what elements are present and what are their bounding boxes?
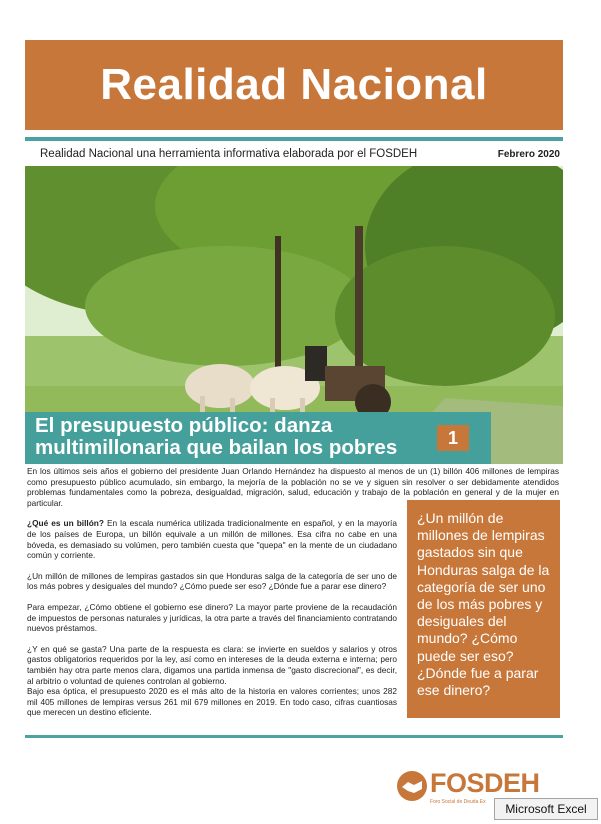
footer-divider — [25, 735, 563, 738]
issue-number-badge: 1 — [437, 425, 469, 451]
paragraph-revenue: Para empezar, ¿Cómo obtiene el gobierno ese dinero? La mayor parte proviene de la recaudación de impuestos de personas naturales y jurídicas, la otra parte a través del financiamiento contratando nuevos préstamos. — [27, 601, 397, 634]
paragraph-spending: ¿Y en qué se gasta? Una parte de la respuesta es clara: se invierte en sueldos y salarios y otros gastos obligatorios requeridos por la ley, así como en intereses de la deuda externa e interna; pero también hay otra parte menos clara, digamos una partida inmensa de "gasto discrecional", es decir, al arbitrio o voluntad de quienes controlan al gobierno. — [27, 643, 397, 686]
logo-wordmark: FOSDEH — [430, 768, 540, 798]
article-body — [27, 466, 559, 728]
subtitle-text: Realidad Nacional una herramienta informativa elaborada por el FOSDEH — [40, 148, 418, 160]
masthead-title: Realidad Nacional — [100, 60, 488, 109]
subtitle-row — [40, 146, 560, 162]
app-tooltip: Microsoft Excel — [494, 798, 598, 820]
paragraph-budget-2020: Bajo esa óptica, el presupuesto 2020 es el más alto de la historia en valores corrientes; unos 282 mil 405 millones de lempiras versus 261 mil 679 millones en 2019. En todo caso, cifras cuantiosas que merecen un destino eficiente. — [27, 686, 397, 718]
logo-tagline: Foro Social de Deuda Ex — [430, 799, 486, 805]
paragraph-billion — [27, 518, 397, 560]
paragraph-question: ¿Un millón de millones de lempiras gastados sin que Honduras salga de la categoría de ser uno de los más pobres y desiguales del mundo? ¿Cómo puede ser eso? ¿Dónde fue a parar ese dinero? — [27, 570, 397, 592]
headline-line-2: multimillonaria que bailan los pobres — [35, 436, 398, 459]
paragraph-billion-lead: ¿Qué es un billón? — [27, 518, 104, 529]
header-divider — [25, 137, 563, 141]
headline-banner — [25, 412, 491, 464]
paragraph-billion-text: En la escala numérica utilizada tradicionalmente en español, y en la mayoría de los países de Europa, un billón equivale a un millón de millones. Esa cifra no cabe en una bóveda, es demasiado su volúmen, pero también cuesta que "quepa" en la mente de un ciudadano común y corriente. — [27, 518, 397, 561]
handshake-icon — [396, 770, 428, 802]
headline — [35, 415, 435, 459]
pull-quote-box — [407, 500, 560, 718]
pull-quote-text: ¿Un millón de millones de lempiras gastados sin que Honduras salga de la categoría de ser uno de los más pobres y desiguales del mundo? ¿Cómo puede ser eso? ¿Dónde fue a parar ese dinero? — [417, 510, 550, 699]
issue-date: Febrero 2020 — [497, 148, 560, 160]
masthead-banner — [25, 40, 563, 130]
headline-line-1: El presupuesto público: danza — [35, 414, 333, 437]
intro-paragraph: En los últimos seis años el gobierno del presidente Juan Orlando Hernández ha dispuesto al menos de un (1) billón 406 millones de lempiras como presupuesto público acumulado, sin embargo, la mejoría de la población no se ve y siguen sin resolver o ser debidamente atendidos problemas fundamentales como la pobreza, desigualdad, migración, salud, educación y trabajo de la población en general y de la mujer en particular. — [27, 466, 559, 508]
